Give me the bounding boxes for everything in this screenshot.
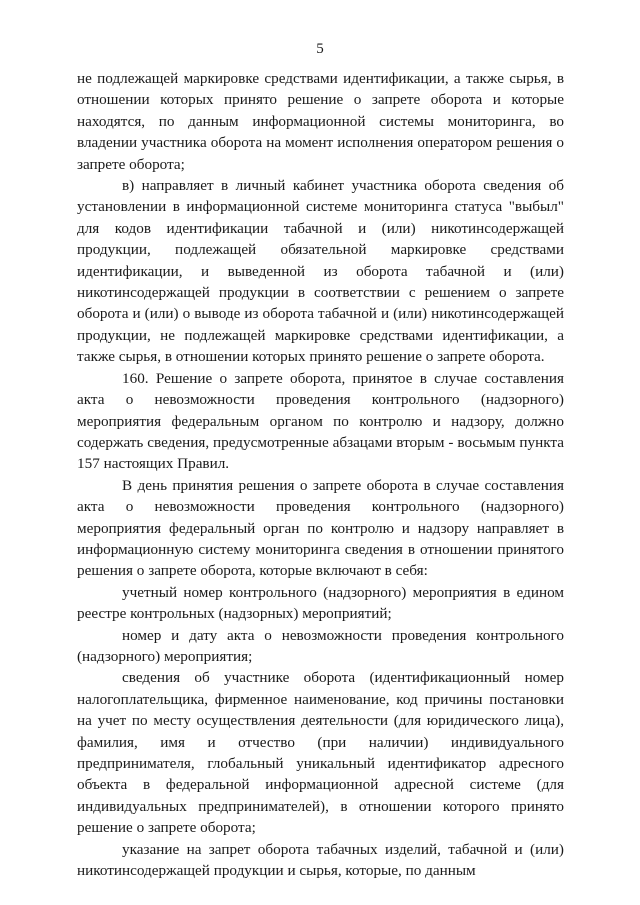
page-number: 5 (316, 41, 324, 57)
paragraph-list-item-participant-info: сведения об участнике оборота (идентификационный номер налогоплательщика, фирменное наименование, код причины постановки на учет по месту осуществления деятельности (для юридического лица), фамилия, имя и отчество (при наличии) индивидуального предпринимателя, глобальный уникальный идентификатор адресного объекта в федеральной информационной адресной системе (для индивидуальных предпринимателей), в отношении которого принято решение о запрете оборота; (77, 669, 564, 837)
paragraph-160: 160. Решение о запрете оборота, принятое в случае составления акта о невозможности проведения контрольного (надзорного) мероприятия федеральным органом по контролю и надзору, должно содержать сведения, предусмотренные абзацами вторым - восьмым пункта 157 настоящих Правил. (77, 369, 564, 473)
paragraph-list-item-ban-indication: указание на запрет оборота табачных изделий, табачной и (или) никотинсодержащей продукции и сырья, которые, по данным (77, 840, 564, 880)
paragraph-continuation: не подлежащей маркировке средствами идентификации, а также сырья, в отношении которых принято решение о запрете оборота и которые находятся, по данным информационной системы мониторинга, во владении участника оборота на момент исполнения оператором решения о запрете оборота; (77, 70, 564, 173)
paragraph-list-item-registry-number: учетный номер контрольного (надзорного) мероприятия в едином реестре контрольных (надзорных) мероприятий; (77, 583, 564, 623)
paragraph-item-v: в) направляет в личный кабинет участника оборота сведения об установлении в информационной системе мониторинга статуса "выбыл" для кодов идентификации табачной и (или) никотинсодержащей продукции, подлежащей обязательной маркировке средствами идентификации, и выведенной из оборота табачной и (или) никотинсодержащей продукции в соответствии с решением о запрете оборота и (или) о выводе из оборота табачной и (или) никотинсодержащей продукции, не подлежащей маркировке средствами идентификации, а также сырья, в отношении которых принято решение о запрете оборота. (77, 177, 564, 366)
document-body (77, 68, 564, 881)
paragraph-day-of-decision: В день принятия решения о запрете оборота в случае составления акта о невозможности проведения контрольного (надзорного) мероприятия федеральный орган по контролю и надзору направляет в информационную систему мониторинга сведения в отношении принятого решения о запрете оборота, которые включают в себя: (77, 476, 564, 580)
paragraph-list-item-act-number: номер и дату акта о невозможности проведения контрольного (надзорного) мероприятия; (77, 626, 564, 665)
